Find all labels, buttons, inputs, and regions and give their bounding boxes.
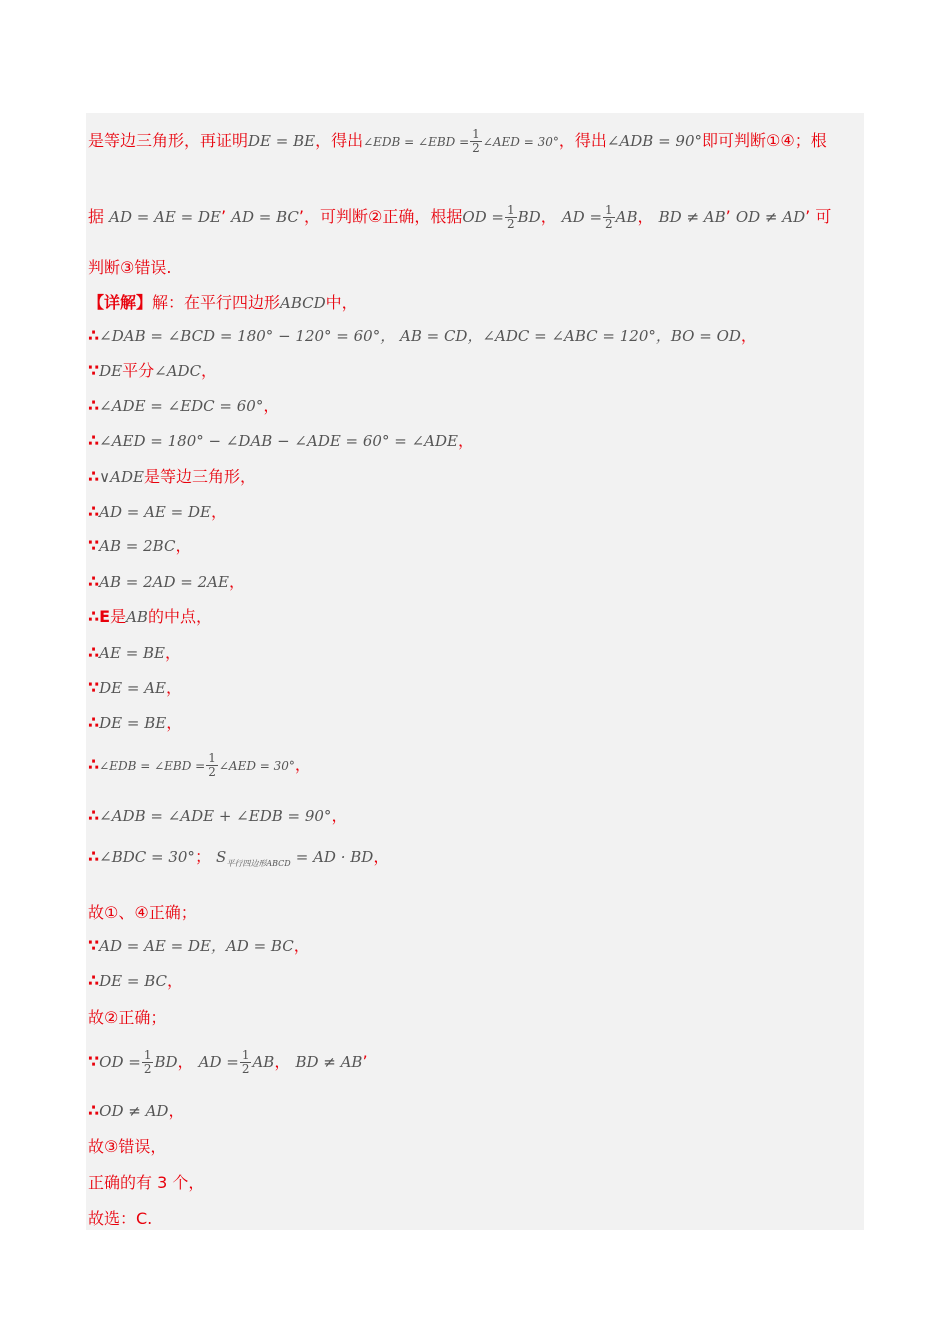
step-11: ∵DE = AE，	[88, 678, 183, 697]
step-18: ∵OD = $\frac{1}{2}$ BD， AD = $\frac{1}{2}$ AB， BD ≠ AB’	[88, 1048, 368, 1076]
step-8: ∴AB = 2AD = 2AE，	[88, 572, 245, 591]
step-3: ∴∠ADE = ∠EDC = 60°，	[88, 396, 280, 415]
step-16: ∵AD = AE = DE，AD = BC，	[88, 936, 310, 955]
step-10: ∴AE = BE，	[88, 643, 182, 662]
hint-line-2: 据 AD = AE = DE’ AD = BC’，可判断②正确，根据OD = $\frac{1}{2}$ BD， AD = $\frac{1}{2}$ AB， BD ≠ AB’ OD ≠ AD’ 可	[88, 203, 832, 231]
step-7: ∵AB = 2BC，	[88, 536, 192, 555]
step-9: ∴E是AB的中点，	[88, 607, 212, 626]
step-12: ∴DE = BE，	[88, 713, 183, 732]
step-1: ∴∠DAB = ∠BCD = 180° − 120° = 60°， AB = CD，∠ADC = ∠ABC = 120°，BO = OD，	[88, 326, 757, 345]
detail-intro: 【详解】解：在平行四边形ABCD中，	[88, 293, 358, 312]
step-19: ∴OD ≠ AD，	[88, 1101, 185, 1120]
step-13: ∴∠EDB = ∠EBD = $\frac{1}{2}$ ∠AED = 30°，	[88, 751, 311, 779]
step-2: ∵DE平分∠ADC，	[88, 361, 218, 380]
step-6: ∴AD = AE = DE，	[88, 502, 227, 521]
step-14: ∴∠ADB = ∠ADE + ∠EDB = 90°，	[88, 806, 348, 825]
conclusion-3: 故③错误，	[88, 1137, 167, 1156]
step-5: ∴∨ADE是等边三角形，	[88, 467, 256, 486]
conclusion-5: 故选：C.	[88, 1209, 153, 1228]
step-4: ∴∠AED = 180° − ∠DAB − ∠ADE = 60° = ∠ADE，	[88, 431, 474, 450]
step-15: ∴∠BDC = 30°； $S_{平行四边形ABCD}$ = AD · BD，	[88, 847, 390, 868]
step-17: ∴DE = BC，	[88, 971, 184, 990]
conclusion-1: 故①、④正确；	[88, 903, 197, 922]
conclusion-4: 正确的有 3 个，	[88, 1173, 205, 1192]
hint-line-3: 判断③错误.	[88, 258, 172, 277]
conclusion-2: 故②正确；	[88, 1008, 167, 1027]
hint-line-1: 是等边三角形，再证明DE = BE，得出∠EDB = ∠EBD = $\frac{1}{2}$ ∠AED = 30°，得出∠ADB = 90°即可判断①④；根	[88, 127, 827, 155]
